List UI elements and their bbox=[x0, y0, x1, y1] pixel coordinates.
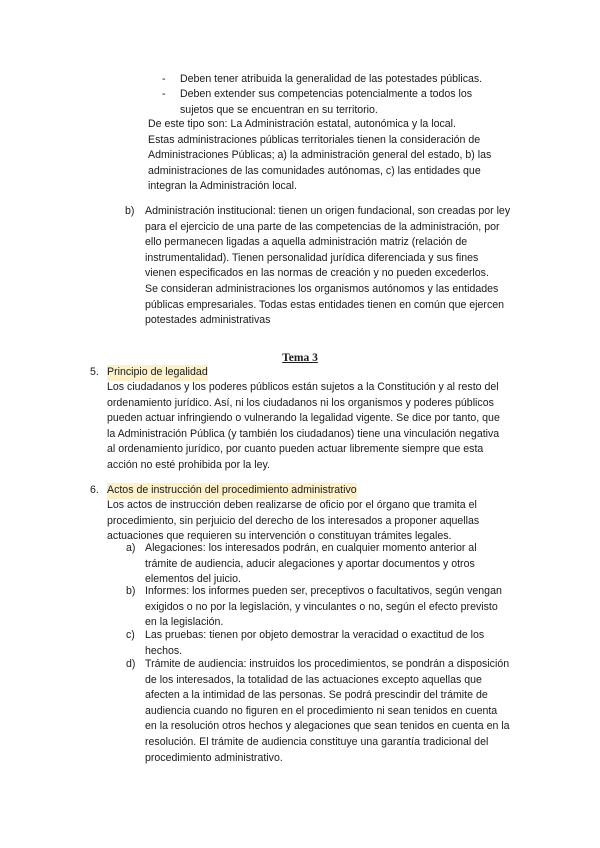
section-number: 6. bbox=[90, 484, 99, 496]
dash-item bbox=[180, 87, 472, 118]
text-line: en la legislación. bbox=[145, 616, 224, 629]
dash-marker: - bbox=[162, 88, 166, 100]
text-line: Se consideran administraciones los organismos autónomos y las entidades bbox=[145, 282, 499, 295]
text-line: acción no esté prohibida por la ley. bbox=[107, 458, 270, 471]
text-line: públicas empresariales. Todas estas entidades tienen en común que ejercen bbox=[145, 298, 505, 311]
list-marker: b) bbox=[125, 205, 135, 217]
text-line: Los actos de instrucción deben realizarse de oficio por el órgano que tramita el bbox=[107, 499, 477, 511]
section-heading: Principio de legalidad bbox=[107, 365, 208, 381]
text-line: para el ejercicio de una parte de las competencias de la administración, por bbox=[145, 220, 500, 233]
text-line: actuaciones que requieren su intervención o constituyan trámites legales. bbox=[107, 530, 452, 543]
text-line: pueden actuar infringiendo o vulnerando la legalidad vigente. Se dice por tanto, que bbox=[107, 412, 500, 425]
examples-paragraph bbox=[148, 117, 491, 195]
list-item bbox=[145, 541, 477, 588]
list-marker: a) bbox=[126, 542, 136, 554]
text-line: ordenamiento jurídico. Así, ni los ciudadanos ni los organismos y poderes públicos bbox=[107, 396, 494, 409]
text-line: al ordenamiento jurídico, por cuanto pueden actuar libremente siempre que esta bbox=[107, 443, 484, 456]
text-line: la Administración Pública (y también los ciudadanos) tiene una vinculación negativa bbox=[107, 427, 500, 440]
text-line: integran la Administración local. bbox=[148, 180, 297, 193]
section-heading: Actos de instrucción del procedimiento administrativo bbox=[107, 483, 357, 499]
text-line: potestades administrativas bbox=[145, 314, 271, 327]
list-marker: b) bbox=[126, 585, 136, 597]
list-marker: d) bbox=[126, 658, 136, 670]
text-line: Deben tener atribuida la generalidad de las potestades públicas. bbox=[180, 73, 483, 85]
text-line: ello permanecen ligadas a aquella administración matriz (relación de bbox=[145, 236, 468, 249]
text-line: Alegaciones: los interesados podrán, en cualquier momento anterior al bbox=[145, 542, 477, 554]
text-line: exigidos o no por la legislación, y vinculantes o no, según el efecto previsto bbox=[145, 600, 498, 613]
text-line: de los interesados, la totalidad de las actuaciones excepto aquellas que bbox=[145, 673, 482, 686]
text-line: en la resolución otros hechos y alegaciones que sean tenidos en cuenta en la bbox=[145, 720, 510, 733]
text-line: procedimiento administrativo. bbox=[145, 751, 283, 764]
institucional-paragraph bbox=[145, 204, 510, 329]
text-line: audiencia cuando no figuren en el procedimiento ni sean tenidos en cuenta bbox=[145, 704, 498, 717]
text-line: De este tipo son: La Administración estatal, autonómica y la local. bbox=[148, 118, 456, 130]
list-item bbox=[145, 657, 510, 766]
section-number: 5. bbox=[90, 366, 99, 378]
text-line: sujetos que se encuentran en su territorio. bbox=[180, 103, 378, 116]
text-line: hechos. bbox=[145, 644, 183, 657]
text-line: Los ciudadanos y los poderes públicos están sujetos a la Constitución y al resto del bbox=[107, 381, 499, 393]
text-line: administraciones de las comunidades autónomas, c) las entidades que bbox=[148, 164, 481, 177]
section-6-intro bbox=[107, 498, 479, 545]
dash-marker: - bbox=[162, 73, 166, 85]
text-line: afecten a la intimidad de las personas. Se podrá prescindir del trámite de bbox=[145, 689, 488, 702]
text-line: vienen especificados en las normas de creación y no pueden excederlos. bbox=[145, 267, 489, 280]
text-line: Estas administraciones públicas territoriales tienen la consideración de bbox=[148, 133, 481, 146]
text-line: Las pruebas: tienen por objeto demostrar la veracidad o exactitud de los bbox=[145, 629, 485, 641]
text-line: procedimiento, sin perjuicio del derecho de los interesados a proponer aquellas bbox=[107, 514, 480, 527]
text-line: elementos del juicio. bbox=[145, 573, 241, 586]
text-line: Administraciones Públicas; a) la administración general del estado, b) las bbox=[148, 149, 492, 162]
text-line: trámite de audiencia, aducir alegaciones y aportar documentos y otros bbox=[145, 557, 475, 570]
text-line: Informes: los informes pueden ser, preceptivos o facultativos, según vengan bbox=[145, 585, 502, 597]
list-item bbox=[145, 628, 484, 659]
list-item bbox=[145, 584, 502, 631]
text-line: Trámite de audiencia: instruidos los procedimientos, se pondrán a disposición bbox=[145, 658, 510, 670]
section-5-paragraph bbox=[107, 380, 500, 474]
text-line: instrumentalidad). Tienen personalidad jurídica diferenciada y sus fines bbox=[145, 251, 479, 264]
dash-item bbox=[180, 72, 482, 88]
text-line: Administración institucional: tienen un origen fundacional, son creadas por ley bbox=[145, 205, 511, 217]
list-marker: c) bbox=[126, 629, 135, 641]
section-title: Tema 3 bbox=[282, 352, 318, 364]
text-line: resolución. El trámite de audiencia constituye una garantía tradicional del bbox=[145, 735, 489, 748]
text-line: Deben extender sus competencias potencialmente a todos los bbox=[180, 88, 473, 100]
